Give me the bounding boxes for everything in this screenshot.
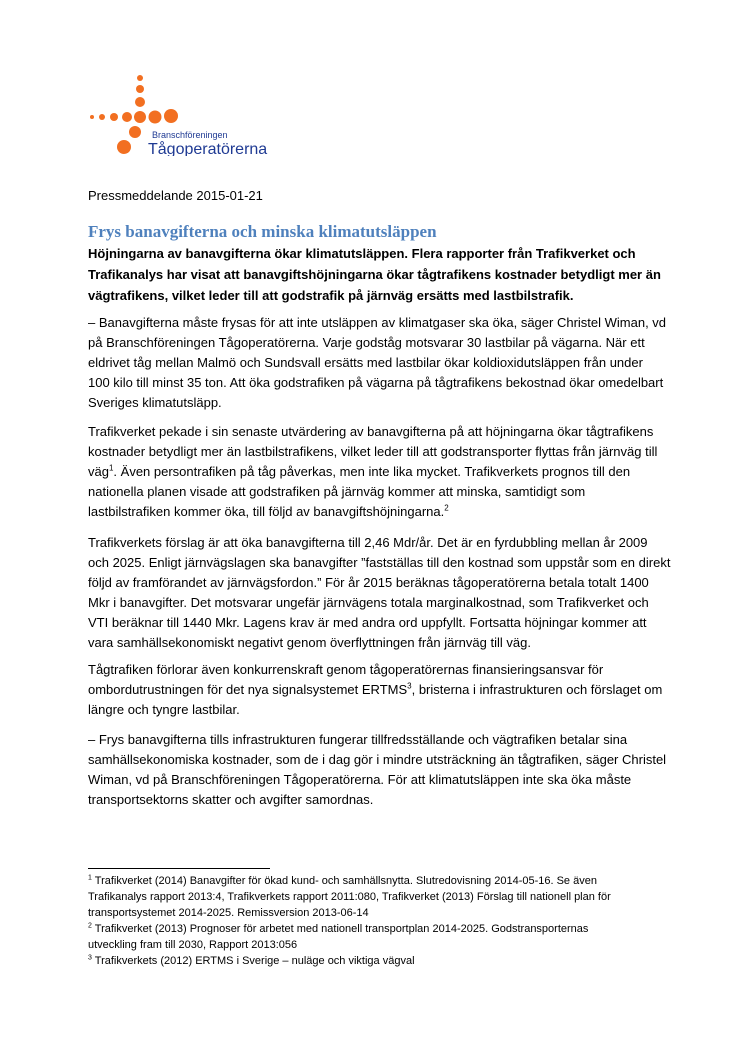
text-segment: eldrivet tåg mellan Malmö och Sundsvall ersätts med lastbilar ökar koldioxidutsläppen från under [88,355,643,370]
text-line [88,353,688,373]
text-segment: Sveriges klimatutsläpp. [88,395,222,410]
text-segment: Mkr i banavgifter. Det motsvarar ungefär järnvägens totala marginalkostnad, som Trafikverket och [88,595,649,610]
text-segment: . Även persontrafiken på tåg påverkas, men inte lika mycket. Trafikverkets prognos till den [113,464,631,479]
text-line [88,953,611,969]
text-line [88,422,688,442]
text-line [88,905,611,921]
text-line [88,593,688,613]
text-line [88,393,688,413]
page-title: Frys banavgifterna och minska klimatutsläppen [88,222,437,241]
text-line [88,285,688,306]
paragraph [88,422,688,522]
text-segment: Trafikanalys har visat att banavgiftshöjningarna ökar tågtrafikens kostnader betydligt mer än [88,267,661,282]
dots-logo-icon [86,74,286,156]
text-segment: Trafikverkets förslag är att öka banavgifterna till 2,46 Mdr/år. Det är en fyrdubbling mellan år 2009 [88,535,648,550]
text-segment: Höjningarna av banavgifterna ökar klimatutsläppen. Flera rapporter från Trafikverket och [88,246,636,261]
text-line [88,633,688,653]
text-segment: – Frys banavgifterna tills infrastrukturen fungerar tillfredsställande och vägtrafiken betalar sina [88,732,628,747]
paragraph [88,533,688,653]
text-segment: längre och tyngre lastbilar. [88,702,240,717]
text-segment: transportsystemet 2014-2025. Remissversion 2013-06-14 [88,907,369,919]
footnote-ref: 3 [88,954,92,962]
text-line [88,264,688,285]
text-segment: vara samhällsekonomiskt negativt genom överflyttningen från järnväg till väg. [88,635,531,650]
press-release-date: Pressmeddelande 2015-01-21 [88,188,263,203]
text-line [88,921,611,937]
footnote-separator [88,868,270,869]
text-line [88,482,688,502]
text-line [88,333,688,353]
footnote-ref: 1 [88,874,92,882]
paragraph [88,660,688,720]
text-line [88,937,611,953]
text-line [88,680,688,700]
paragraph [88,313,688,413]
footnotes [88,873,611,969]
text-segment: kostnader betydligt mer än lastbilstrafikens, vilket leder till att godstransporter flyttas från järnväg till [88,444,658,459]
text-line [88,889,611,905]
footnote-ref: 2 [444,503,449,513]
text-line [88,750,688,770]
text-segment: nationella planen visade att godstrafiken på järnväg kommer att minska, samtidigt som [88,484,586,499]
text-segment: 100 kilo till minst 35 ton. Att öka godstrafiken på vägarna på tågtrafikens bekostnad ökar omedelbart [88,375,664,390]
text-segment: Tågtrafiken förlorar även konkurrenskraft genom tågoperatörernas finansieringsansvar för [88,662,604,677]
text-line [88,730,688,750]
text-segment: Trafikanalys rapport 2013:4, Trafikverkets rapport 2011:080, Trafikverket (2013) Förslag till nationell plan för [88,891,611,903]
footnote-ref: 2 [88,922,92,930]
text-segment: väg [88,464,109,479]
text-line [88,573,688,593]
text-segment: , bristerna i infrastrukturen och förslaget om [411,682,663,697]
text-segment: VTI beräknar till 1440 Mkr. Lagens krav är med andra ord uppfyllt. Fortsatta höjningar kommer att [88,615,647,630]
text-line [88,313,688,333]
text-segment: – Banavgifterna måste frysas för att inte utsläppen av klimatgaser ska öka, säger Christel Wiman, vd [88,315,667,330]
text-line [88,243,688,264]
text-line [88,502,688,522]
text-line [88,660,688,680]
paragraph [88,730,688,810]
text-segment: ombordutrustningen för det nya signalsystemet ERTMS [88,682,408,697]
logo-line2: Tågoperatörerna [148,141,268,156]
text-line [88,613,688,633]
text-line [88,373,688,393]
text-line [88,442,688,462]
company-logo [86,74,286,156]
text-segment: Trafikverket (2014) Banavgifter för ökad kund- och samhällsnytta. Slutredovisning 2014-05-16. Se även [91,875,597,887]
text-segment: Wiman, vd på Branschföreningen Tågoperatörerna. För att klimatutsläppen inte ska öka måste [88,772,632,787]
text-segment: transportsektorns skatter och avgifter samordnas. [88,792,374,807]
text-segment: och 2025. Enligt järnvägslagen ska banavgifter ”fastställas till den kostnad som uppstår som en direkt [88,555,671,570]
text-segment: vägtrafikens, vilket leder till att godstrafik på järnväg ersätts med lastbilstrafik. [88,288,574,303]
text-segment: Trafikverket pekade i sin senaste utvärdering av banavgifterna på att höjningarna ökar tågtrafikens [88,424,654,439]
text-segment: utveckling fram till 2030, Rapport 2013:056 [88,939,298,951]
text-line [88,533,688,553]
text-line [88,553,688,573]
text-segment: samhällsekonomiska kostnader, som de i dag gör i mindre utsträckning än tågtrafiken, säger Christel [88,752,667,767]
text-line [88,790,688,810]
footnote-ref: 3 [407,681,412,691]
text-line [88,700,688,720]
text-segment: följd av framförandet av järnvägsfordon.” För år 2015 beräknas tågoperatörerna betala totalt 1400 [88,575,649,590]
text-line [88,873,611,889]
text-segment: Trafikverkets (2012) ERTMS i Sverige – nuläge och viktiga vägval [91,955,415,967]
text-segment: Trafikverket (2013) Prognoser för arbetet med nationell transportplan 2014-2025. Godstransporternas [91,923,589,935]
text-segment: lastbilstrafiken kommer öka, till följd av banavgiftshöjningarna. [88,504,445,519]
lead-paragraph [88,243,688,306]
text-segment: på Branschföreningen Tågoperatörerna. Varje godståg motsvarar 30 lastbilar på vägarna. När ett [88,335,645,350]
logo-line1: Branschföreningen [152,130,228,140]
text-line [88,462,688,482]
text-line [88,770,688,790]
footnote-ref: 1 [108,463,114,473]
